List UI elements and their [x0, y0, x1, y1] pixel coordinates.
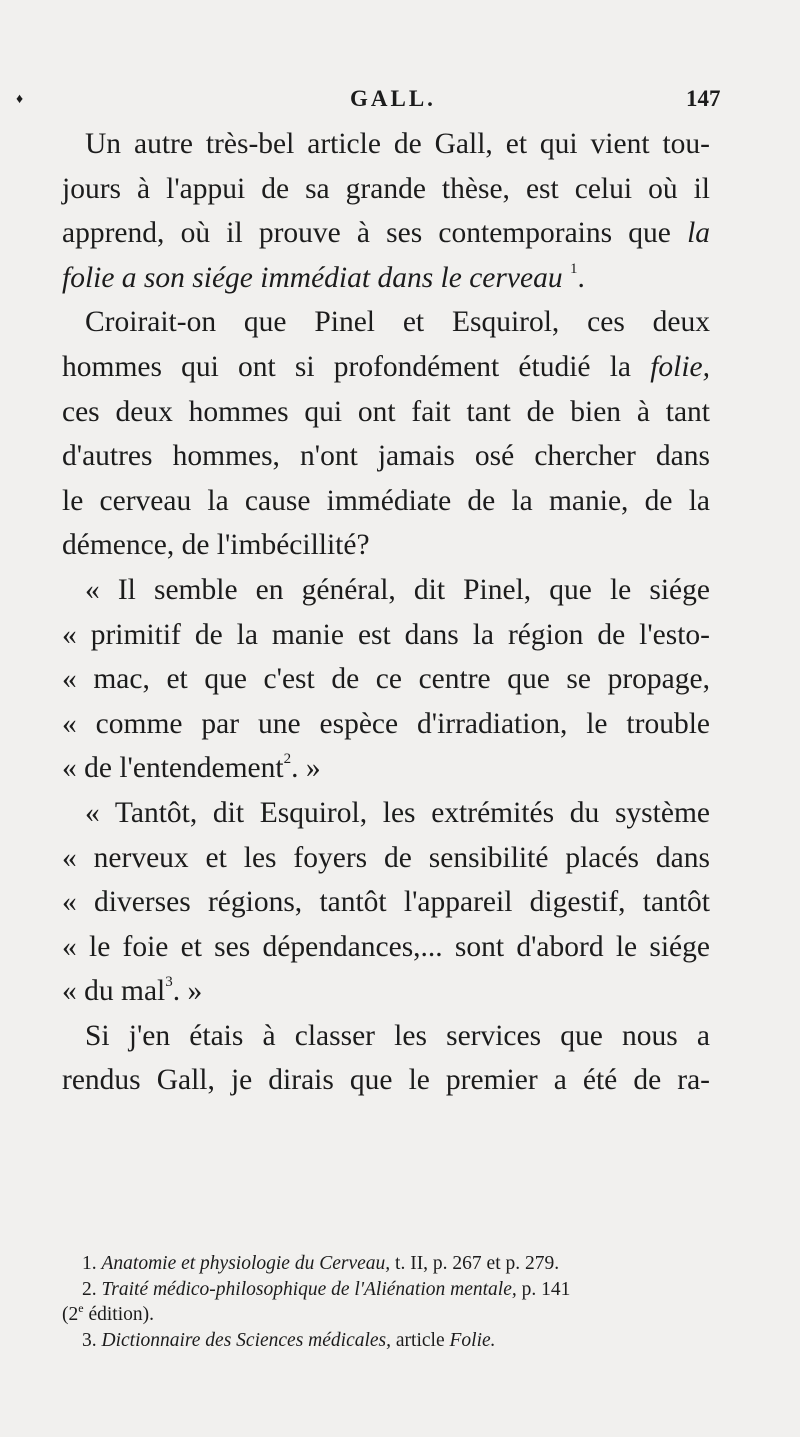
footnote-ref: 1	[569, 260, 578, 277]
quote-line: « primitif de la manie est dans la région de l'esto-	[62, 618, 710, 651]
quote-line: « du mal$^3$. »	[62, 974, 203, 1008]
page-header	[0, 86, 800, 116]
text-line: jours à l'appui de sa grande thèse, est celui où il	[62, 172, 710, 205]
text-line: folie a son siége immédiat dans le cerveau $^1$.	[62, 260, 585, 294]
quote-line: « Il semble en général, dit Pinel, que le siége	[85, 573, 710, 606]
body-text	[62, 122, 710, 1103]
text-line: hommes qui ont si profondément étudié la folie,	[62, 350, 710, 383]
text-line: démence, de l'imbécillité?	[62, 529, 370, 562]
quote-line: « le foie et ses dépendances,... sont d'abord le siége	[62, 930, 710, 963]
quote-line: « nerveux et les foyers de sensibilité placés dans	[62, 841, 710, 874]
text-line: apprend, où il prouve à ses contemporains que la	[62, 217, 711, 250]
quote-line: « diverses régions, tantôt l'appareil digestif, tantôt	[62, 886, 710, 919]
page-number: 147	[686, 86, 721, 111]
text-line: le cerveau la cause immédiate de la manie, de la	[62, 484, 710, 517]
text-line: Croirait-on que Pinel et Esquirol, ces deux	[85, 306, 710, 339]
text-line: Si j'en étais à classer les services que nous a	[85, 1019, 710, 1052]
footnote-3: 3. Dictionnaire des Sciences médicales, article Folie.	[82, 1329, 496, 1351]
footnote-1: 1. Anatomie et physiologie du Cerveau, t. II, p. 267 et p. 279.	[82, 1253, 560, 1274]
footnote-2: 2. Traité médico-philosophique de l'Aliénation mentale, p. 141	[82, 1278, 571, 1300]
quote-line: « comme par une espèce d'irradiation, le trouble	[62, 707, 710, 740]
text-line: ces deux hommes qui ont fait tant de bien à tant	[62, 395, 710, 428]
margin-mark: ♦	[16, 92, 24, 107]
text-line: rendus Gall, je dirais que le premier a été de ra-	[62, 1064, 710, 1097]
running-title: GALL.	[350, 86, 436, 111]
footnote-ref: 3	[165, 974, 173, 991]
quote-line: « de l'entendement$^2$. »	[62, 751, 321, 785]
text-line: Un autre très-bel article de Gall, et qui vient tou-	[85, 128, 710, 160]
footnote-ref: 2	[283, 751, 292, 768]
footnotes	[62, 1251, 710, 1353]
quote-line: « Tantôt, dit Esquirol, les extrémités du système	[85, 796, 710, 829]
footnote-2-continued: (2e édition).	[62, 1301, 154, 1325]
text-line: d'autres hommes, n'ont jamais osé chercher dans	[62, 440, 710, 473]
quote-line: « mac, et que c'est de ce centre que se propage,	[62, 663, 710, 696]
